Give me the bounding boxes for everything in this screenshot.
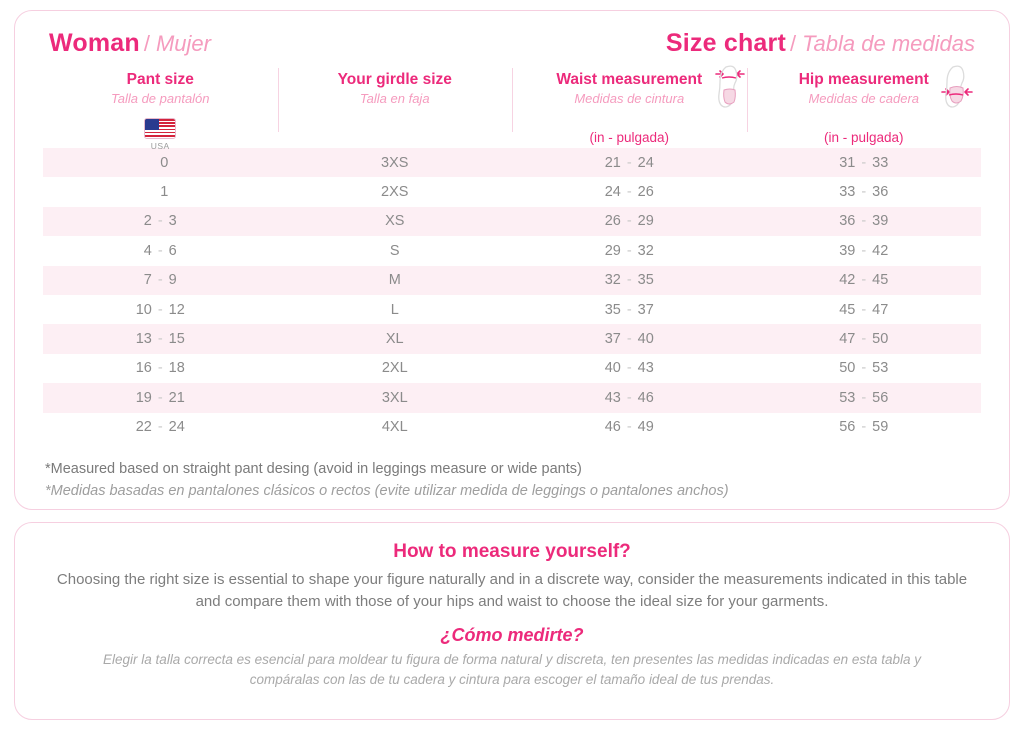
hip-min: 36 [839,213,856,230]
hip-max: 45 [872,272,889,289]
column-header-girdle-size [278,64,513,148]
cell-waist [512,302,747,318]
pant-max: 6 [168,242,177,259]
hip-min: 45 [839,301,856,318]
hip-min: 47 [839,331,856,348]
cell-girdle-size: 3XS [381,154,409,171]
cell-waist [512,331,747,347]
dash: - [861,389,867,406]
waist-figure-icon [692,64,748,113]
waist-min: 24 [604,184,621,201]
footnote-es: *Medidas basadas en pantalones clásicos o rectos (evite utilizar medida de leggings o pantalones anchos) [45,482,729,499]
table-row [43,148,981,177]
pant-max: 9 [168,272,177,289]
dash: - [626,331,632,348]
pant-min: 13 [135,331,152,348]
column-title-es: Talla en faja [359,91,430,106]
waist-min: 29 [604,242,621,259]
cell-pant-size [43,155,278,171]
pant-max: 15 [168,331,185,348]
title-size-chart-slash: / [790,31,797,56]
cell-girdle-size: M [388,272,401,289]
waist-max: 32 [637,242,654,259]
cell-hip [747,272,982,288]
waist-min: 35 [604,301,621,318]
pant-min: 4 [143,242,152,259]
hip-max: 39 [872,213,889,230]
usa-flag-icon [144,118,176,139]
column-title-en: Pant size [126,71,194,88]
cell-pant-size [43,272,278,288]
cell-pant-size [43,302,278,318]
pant-min: 7 [143,272,152,289]
title-size-chart [666,29,975,58]
waist-max: 24 [637,154,654,171]
title-woman [49,29,211,58]
pant-min: 16 [135,360,152,377]
waist-max: 37 [637,301,654,318]
cell-pant-size [43,360,278,376]
hip-min: 50 [839,360,856,377]
hip-min: 33 [839,184,856,201]
cell-hip [747,155,982,171]
cell-pant-size [43,390,278,406]
dash: - [861,242,867,259]
card-header [15,11,1009,64]
pant-min: 2 [143,213,152,230]
dash: - [157,389,163,406]
waist-min: 21 [604,154,621,171]
cell-waist [512,184,747,200]
size-chart-card [14,10,1010,510]
waist-min: 46 [604,419,621,436]
title-woman-en: Woman [49,29,140,57]
cell-hip [747,360,982,376]
waist-max: 29 [637,213,654,230]
cell-pant-size [43,331,278,347]
cell-hip [747,184,982,200]
cell-waist [512,213,747,229]
table-row [43,324,981,353]
waist-min: 32 [604,272,621,289]
cell-girdle-size: 2XS [381,184,409,201]
cell-girdle-size: L [390,301,399,318]
usa-flag-group [43,118,278,151]
column-title-es: Medidas de cintura [574,91,685,106]
waist-max: 26 [637,184,654,201]
cell-hip [747,331,982,347]
how-to-text-es: Elegir la talla correcta es esencial para moldear tu figura de forma natural y discreta, ten presentes las medidas indicadas en esta tabla y compáralas con las de tu cadera y cintura para escoger el tamaño ideal de tus prendas. [103,652,921,687]
hip-max: 47 [872,301,889,318]
table-row [43,207,981,236]
title-woman-slash: / [143,31,150,56]
title-woman-es: Mujer [155,31,211,56]
hip-min: 31 [839,154,856,171]
hip-figure-icon [919,64,975,113]
cell-waist [512,360,747,376]
table-row [43,295,981,324]
cell-hip [747,419,982,435]
cell-pant-size [43,243,278,259]
title-size-chart-en: Size chart [665,29,786,57]
size-table-body [15,148,1009,442]
column-header-hip-measurement [747,64,982,148]
column-unit: (in - pulgada) [823,130,904,145]
dash: - [861,331,867,348]
dash: - [861,301,867,318]
hip-min: 53 [839,389,856,406]
pant-max: 21 [168,389,185,406]
how-to-title-es: ¿Cómo medirte? [440,625,584,645]
cell-girdle-size: 3XL [381,389,408,406]
table-row [43,413,981,442]
waist-max: 46 [637,389,654,406]
table-row [43,383,981,412]
cell-pant-size [43,213,278,229]
column-header-waist-measurement [512,64,747,148]
dash: - [861,184,867,201]
hip-max: 50 [872,331,889,348]
cell-girdle-size: 2XL [381,360,408,377]
dash: - [626,419,632,436]
cell-girdle-size: 4XL [381,419,408,436]
dash: - [626,154,632,171]
column-title-es: Talla de pantalón [110,91,210,106]
cell-pant-size [43,184,278,200]
pant-min: 10 [135,301,152,318]
cell-hip [747,243,982,259]
column-title-en: Your girdle size [337,71,452,88]
dash: - [157,419,163,436]
cell-hip [747,390,982,406]
dash: - [157,360,163,377]
cell-girdle-size: S [389,242,400,259]
cell-waist [512,243,747,259]
pant-max: 18 [168,360,185,377]
dash: - [626,389,632,406]
pant-max: 0 [160,154,169,171]
pant-max: 24 [168,419,185,436]
waist-max: 43 [637,360,654,377]
table-row [43,354,981,383]
hip-min: 42 [839,272,856,289]
table-row [43,236,981,265]
dash: - [157,331,163,348]
how-to-measure-card [14,522,1010,720]
cell-hip [747,213,982,229]
dash: - [861,360,867,377]
cell-girdle-size: XL [385,331,404,348]
dash: - [861,272,867,289]
hip-min: 39 [839,242,856,259]
dash: - [861,419,867,436]
hip-max: 33 [872,154,889,171]
cell-waist [512,390,747,406]
hip-min: 56 [839,419,856,436]
cell-girdle-size: XS [385,213,405,230]
dash: - [157,301,163,318]
dash: - [626,360,632,377]
dash: - [626,272,632,289]
hip-max: 36 [872,184,889,201]
waist-max: 49 [637,419,654,436]
waist-min: 37 [604,331,621,348]
cell-waist [512,155,747,171]
pant-max: 12 [168,301,185,318]
dash: - [861,154,867,171]
footnotes [15,442,1009,502]
hip-max: 59 [872,419,889,436]
dash: - [626,213,632,230]
column-header-pant-size [43,64,278,151]
cell-pant-size [43,419,278,435]
cell-waist [512,272,747,288]
dash: - [861,213,867,230]
cell-waist [512,419,747,435]
column-title-es: Medidas de cadera [808,91,920,106]
dash: - [626,184,632,201]
waist-min: 43 [604,389,621,406]
footnote-en: *Measured based on straight pant desing (avoid in leggings measure or wide pants) [45,460,582,477]
dash: - [626,242,632,259]
column-unit: (in - pulgada) [589,130,670,145]
hip-max: 53 [872,360,889,377]
waist-min: 26 [604,213,621,230]
pant-max: 3 [168,213,177,230]
waist-max: 40 [637,331,654,348]
dash: - [626,301,632,318]
pant-max: 1 [160,184,169,201]
table-row [43,177,981,206]
dash: - [157,213,163,230]
how-to-text-en: Choosing the right size is essential to shape your figure naturally and in a discrete way, consider the measurements indicated in this table and compare them with those of your hips and waist to choose the ideal size for your garments. [56,571,968,610]
hip-max: 42 [872,242,889,259]
waist-max: 35 [637,272,654,289]
column-title-en: Hip measurement [798,71,929,88]
title-size-chart-es: Tabla de medidas [802,31,975,56]
column-title-en: Waist measurement [556,71,703,88]
hip-max: 56 [872,389,889,406]
cell-hip [747,302,982,318]
table-header-row [15,64,1009,151]
pant-min: 22 [135,419,152,436]
how-to-title-en: How to measure yourself? [393,541,631,562]
table-row [43,266,981,295]
pant-min: 19 [135,389,152,406]
dash: - [157,242,163,259]
waist-min: 40 [604,360,621,377]
dash: - [157,272,163,289]
usa-flag-label: USA [150,141,170,151]
